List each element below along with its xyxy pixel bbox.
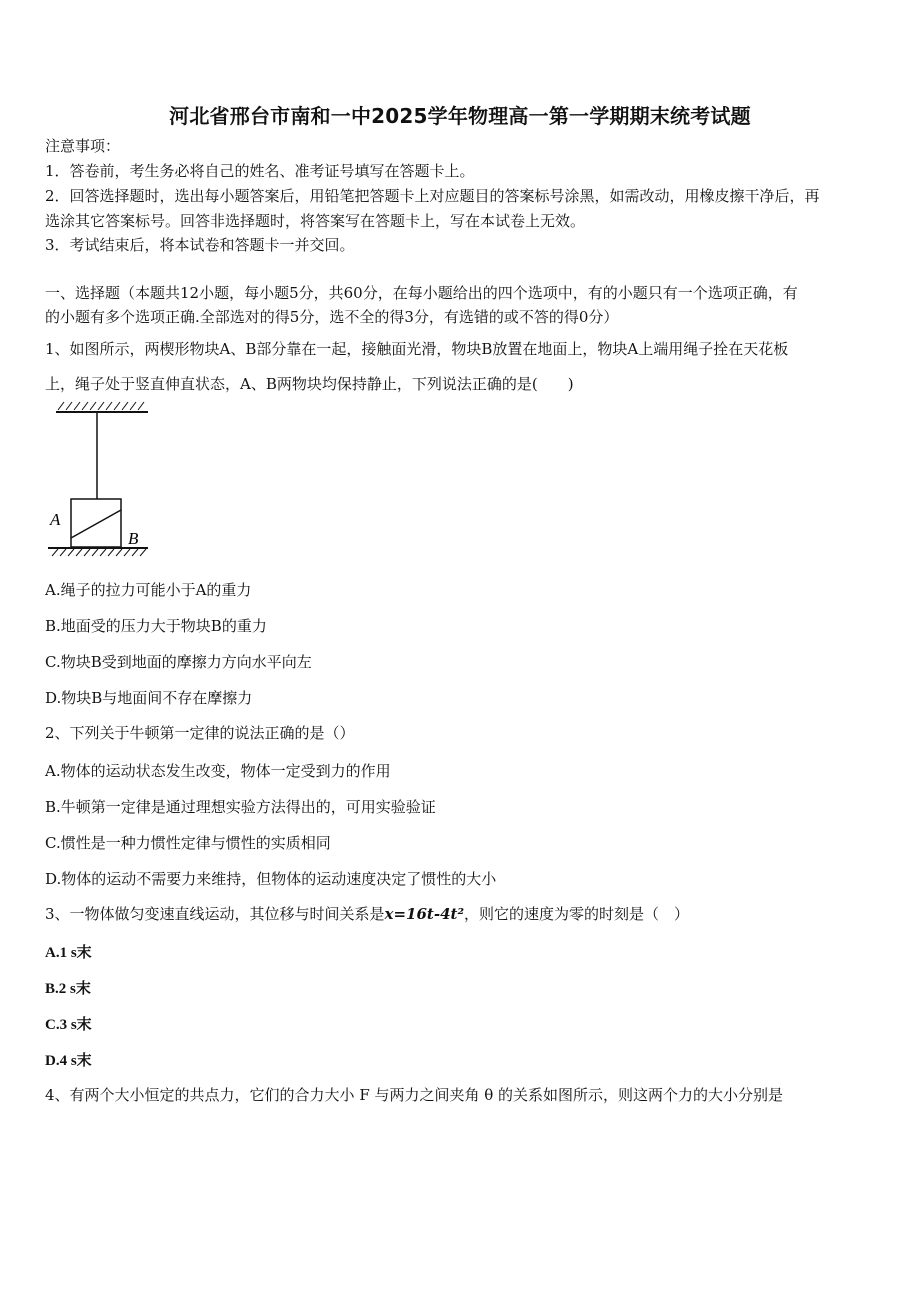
q1-stem: 1、如图所示，两楔形物块A、B部分靠在一起，接触面光滑，物块B放置在地面上，物块A上端用绳子拴在天花板 — [45, 340, 789, 358]
q2-stem: 2、下列关于牛顿第一定律的说法正确的是（） — [45, 724, 355, 742]
blocks-outline — [71, 499, 121, 547]
q4-stem: 4、有两个大小恒定的共点力，它们的合力大小 F 与两力之间夹角 θ 的关系如图所示，则这两个力的大小分别是 — [45, 1086, 784, 1104]
notice-item: 2．回答选择题时，选出每小题答案后，用铅笔把答题卡上对应题目的答案标号涂黑，如需改动，用橡皮擦干净后，再 — [45, 187, 820, 205]
notice-heading: 注意事项： — [45, 137, 121, 155]
label-a: A — [50, 510, 61, 529]
wedge-interface — [71, 510, 121, 538]
q3-option-b: B.2 s末 — [45, 981, 91, 997]
q3-option-c: C.3 s末 — [45, 1017, 92, 1033]
ceiling-hatch — [58, 402, 144, 410]
q3-stem-before: 3、一物体做匀变速直线运动，其位移与时间关系是 — [45, 905, 385, 923]
notice-item: 选涂其它答案标号。回答非选择题时，将答案写在答题卡上，写在本试卷上无效。 — [45, 212, 586, 230]
q1-option-c: C.物块B受到地面的摩擦力方向水平向左 — [45, 653, 312, 671]
page-title: 河北省邢台市南和一中2025学年物理高一第一学期期末统考试题 — [169, 104, 751, 128]
q2-option-b: B.牛顿第一定律是通过理想实验方法得出的，可用实验验证 — [45, 798, 436, 816]
q3-option-a: A.1 s末 — [45, 945, 92, 961]
q3-option-d: D.4 s末 — [45, 1053, 92, 1069]
q1-option-b: B.地面受的压力大于物块B的重力 — [45, 617, 267, 635]
notice-item: 3．考试结束后，将本试卷和答题卡一并交回。 — [45, 236, 355, 254]
q2-option-d: D.物体的运动不需要力来维持，但物体的运动速度决定了惯性的大小 — [45, 870, 497, 888]
q1-stem-cont: 上，绳子处于竖直伸直状态，A、B两物块均保持静止，下列说法正确的是( ) — [45, 375, 574, 393]
section-heading-cont: 的小题有多个选项正确.全部选对的得5分，选不全的得3分，有选错的或不答的得0分） — [45, 308, 619, 326]
q2-option-c: C.惯性是一种力惯性定律与惯性的实质相同 — [45, 834, 331, 852]
label-b: B — [128, 529, 139, 548]
q3-stem-after: ，则它的速度为零的时刻是（ ） — [464, 905, 690, 923]
q1-figure — [40, 400, 160, 570]
q1-option-a: A.绳子的拉力可能小于A的重力 — [45, 581, 252, 599]
q1-option-d: D.物块B与地面间不存在摩擦力 — [45, 689, 253, 707]
ground-hatch — [52, 549, 146, 556]
section-heading: 一、选择题（本题共12小题，每小题5分，共60分，在每小题给出的四个选项中，有的小题只有一个选项正确，有 — [45, 284, 798, 302]
q3-formula: x=16t-4t² — [384, 905, 465, 923]
q3-stem — [45, 904, 689, 924]
q2-option-a: A.物体的运动状态发生改变，物体一定受到力的作用 — [45, 762, 391, 780]
notice-item: 1．答卷前，考生务必将自己的姓名、准考证号填写在答题卡上。 — [45, 162, 475, 180]
